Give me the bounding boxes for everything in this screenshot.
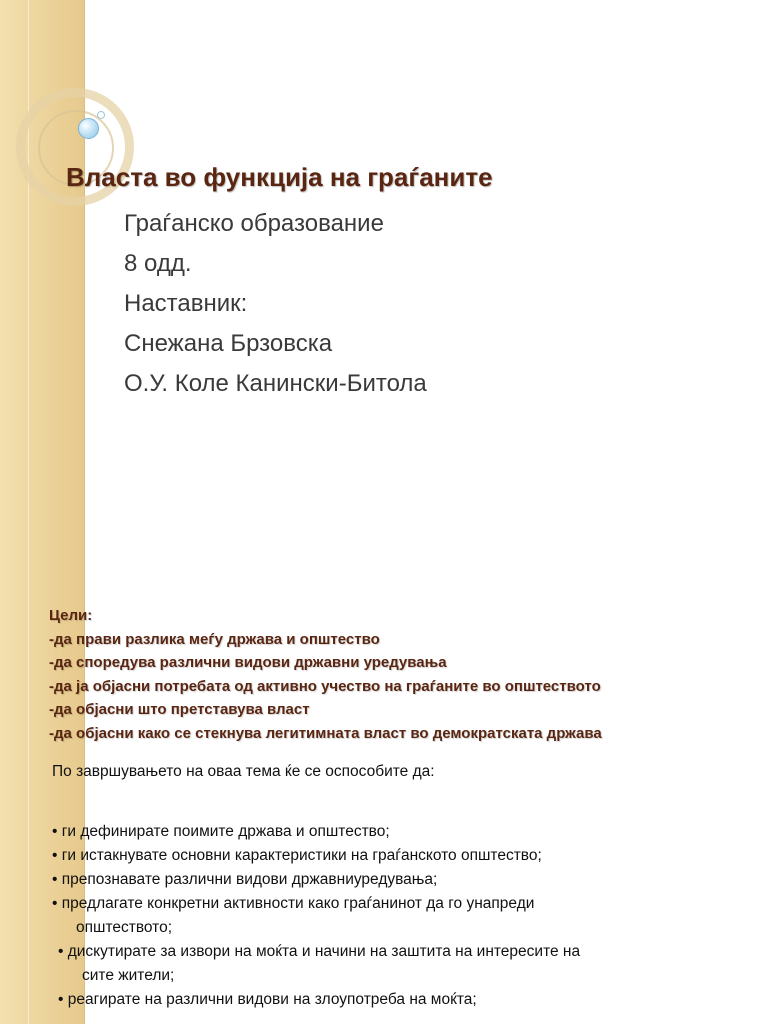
outcomes-list <box>52 820 752 1012</box>
outcome-text-continued: општеството; <box>76 919 173 936</box>
outcome-item <box>52 844 752 868</box>
outcome-text: • предлагате конкретни активности како граѓанинот да го унапреди <box>52 895 535 912</box>
goals-section <box>49 604 749 745</box>
goal-item: -да ја објасни потребата од активно учество на граѓаните во општеството <box>49 677 601 695</box>
outcome-text: • дискутирате за извори на моќта и начини на заштита на интересите на <box>58 943 581 960</box>
slide-title: Власта во функција на граѓаните <box>66 162 493 192</box>
decorative-side-strip <box>0 0 85 576</box>
subtitle-teacher-label: Наставник: <box>124 290 248 317</box>
bubble-icon <box>78 118 99 139</box>
outcome-item <box>52 820 752 844</box>
goal-item: -да прави разлика меѓу држава и општество <box>49 630 380 648</box>
outcome-item <box>52 988 752 1012</box>
outcome-item <box>52 940 752 988</box>
subtitle-teacher-name: Снежана Брзовска <box>124 330 333 357</box>
goals-heading: Цели: <box>49 607 93 624</box>
outcome-item <box>52 892 752 940</box>
goal-item: -да објасни како се стекнува легитимната власт во демократската држава <box>49 724 602 742</box>
outcome-text: • препознавате различни видови државниуредувања; <box>52 871 438 888</box>
goals-slide <box>0 576 768 1024</box>
goal-item: -да објасни што претставува власт <box>49 701 310 718</box>
subtitle-school: О.У. Коле Канински-Битола <box>124 370 427 397</box>
outcome-item <box>52 868 752 892</box>
goal-item: -да споредува различни видови државни уредувања <box>49 654 447 671</box>
subtitle-subject: Граѓанско образование <box>124 210 384 237</box>
outcomes-intro: По завршувањето на оваа тема ќе се оспособите да: <box>52 763 435 780</box>
outcome-text: • реагирате на различни видови на злоупотреба на моќта; <box>58 991 477 1008</box>
outcome-text: • ги дефинирате поимите држава и општество; <box>52 823 390 840</box>
subtitle-grade: 8 одд. <box>124 250 192 277</box>
subtitle-list <box>124 204 427 404</box>
small-bubble-icon <box>97 111 105 119</box>
outcome-text: • ги истакнувате основни карактеристики на граѓанското општество; <box>52 847 542 864</box>
outcome-text-continued: сите жители; <box>82 967 175 984</box>
